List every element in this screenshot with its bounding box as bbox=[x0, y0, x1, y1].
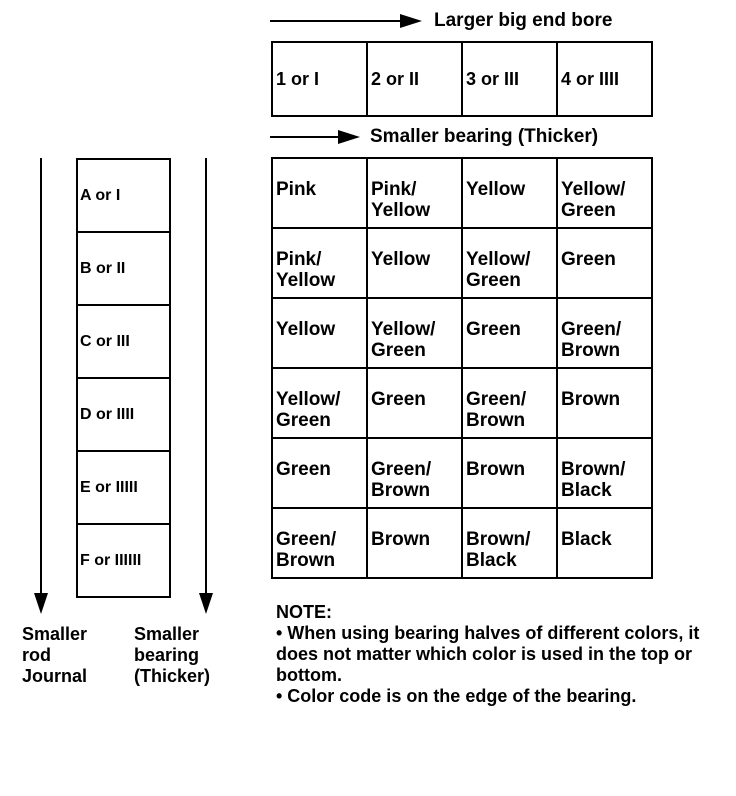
bore-code-table bbox=[271, 41, 653, 117]
table-row bbox=[272, 228, 652, 298]
label-line: (Thicker) bbox=[134, 666, 211, 686]
color-cell bbox=[272, 298, 367, 368]
color-text: Brown bbox=[561, 389, 621, 410]
color-cell bbox=[367, 368, 462, 438]
note-title: NOTE: bbox=[276, 602, 332, 622]
color-cell bbox=[272, 508, 367, 578]
color-text: Yellow/ Green bbox=[561, 179, 626, 221]
color-text: Yellow bbox=[466, 179, 526, 200]
bearing-arrow-down bbox=[199, 158, 213, 614]
color-text: Green bbox=[561, 249, 616, 270]
journal-code-cell: B or II bbox=[77, 232, 170, 305]
color-cell bbox=[557, 228, 652, 298]
color-text: Pink/ Yellow bbox=[371, 179, 431, 221]
color-text: Green bbox=[276, 459, 331, 480]
color-cell bbox=[367, 228, 462, 298]
color-cell bbox=[272, 368, 367, 438]
color-cell bbox=[462, 228, 557, 298]
table-row bbox=[77, 524, 170, 597]
table-row bbox=[77, 451, 170, 524]
label-line: Smaller bbox=[134, 624, 200, 644]
note-block bbox=[276, 602, 716, 707]
journal-code-table bbox=[76, 158, 171, 598]
journal-code-cell: F or IIIIII bbox=[77, 524, 170, 597]
label-line: Smaller bbox=[22, 624, 88, 644]
color-text: Green bbox=[466, 319, 521, 340]
color-text: Green/ Brown bbox=[466, 389, 527, 431]
color-cell bbox=[367, 298, 462, 368]
note-line: • Color code is on the edge of the bearing. bbox=[276, 686, 637, 706]
bearing-color-table bbox=[271, 157, 653, 579]
journal-code-cell: E or IIIII bbox=[77, 451, 170, 524]
color-text: Green/ Brown bbox=[371, 459, 432, 501]
table-row bbox=[272, 42, 652, 116]
color-cell bbox=[557, 368, 652, 438]
color-text: Yellow bbox=[371, 249, 431, 270]
color-text: Pink bbox=[276, 179, 317, 200]
table-row bbox=[77, 378, 170, 451]
color-cell bbox=[462, 298, 557, 368]
table-row bbox=[77, 305, 170, 378]
color-cell bbox=[367, 158, 462, 228]
color-text: Pink/ Yellow bbox=[276, 249, 336, 291]
color-text: Yellow bbox=[276, 319, 336, 340]
color-text: Black bbox=[561, 529, 612, 550]
color-text: Green/ Brown bbox=[561, 319, 622, 361]
table-row bbox=[272, 158, 652, 228]
label-line: Journal bbox=[22, 666, 88, 686]
color-cell bbox=[557, 508, 652, 578]
table-row bbox=[77, 159, 170, 232]
color-text: Brown/ Black bbox=[561, 459, 626, 501]
bearing-label: Smaller bearing (Thicker) bbox=[370, 126, 599, 147]
color-cell bbox=[557, 438, 652, 508]
journal-code-cell: C or III bbox=[77, 305, 170, 378]
color-text: Yellow/ Green bbox=[276, 389, 341, 431]
color-text: Yellow/ Green bbox=[466, 249, 531, 291]
bore-label: Larger big end bore bbox=[434, 10, 613, 31]
color-cell bbox=[272, 158, 367, 228]
table-row bbox=[272, 368, 652, 438]
color-text: Yellow/ Green bbox=[371, 319, 436, 361]
color-cell bbox=[462, 438, 557, 508]
color-text: Brown bbox=[466, 459, 526, 480]
table-row bbox=[272, 298, 652, 368]
bore-code-cell: 4 or IIII bbox=[557, 42, 652, 116]
table-row bbox=[272, 438, 652, 508]
journal-axis-label bbox=[22, 624, 87, 687]
color-cell bbox=[462, 368, 557, 438]
color-cell bbox=[462, 158, 557, 228]
bore-arrow bbox=[270, 14, 422, 28]
color-cell bbox=[557, 298, 652, 368]
label-line: bearing bbox=[134, 645, 200, 665]
bearing-axis-label bbox=[134, 624, 210, 687]
bore-code-cell: 1 or I bbox=[272, 42, 367, 116]
journal-code-cell: A or I bbox=[77, 159, 170, 232]
table-row bbox=[272, 508, 652, 578]
color-cell bbox=[557, 158, 652, 228]
note-line: • When using bearing halves of different colors, it does not matter which color is used in the top or bottom. bbox=[276, 623, 700, 685]
bearing-arrow-horizontal bbox=[270, 130, 360, 144]
color-cell bbox=[367, 438, 462, 508]
color-text: Brown bbox=[371, 529, 431, 550]
color-text: Green/ Brown bbox=[276, 529, 337, 571]
color-cell bbox=[462, 508, 557, 578]
color-text: Brown/ Black bbox=[466, 529, 531, 571]
bore-code-cell: 3 or III bbox=[462, 42, 557, 116]
color-cell bbox=[367, 508, 462, 578]
journal-code-cell: D or IIII bbox=[77, 378, 170, 451]
journal-arrow-down bbox=[34, 158, 48, 614]
color-text: Green bbox=[371, 389, 426, 410]
label-line: rod bbox=[22, 645, 51, 665]
color-cell bbox=[272, 228, 367, 298]
color-cell bbox=[272, 438, 367, 508]
bore-code-cell: 2 or II bbox=[367, 42, 462, 116]
table-row bbox=[77, 232, 170, 305]
